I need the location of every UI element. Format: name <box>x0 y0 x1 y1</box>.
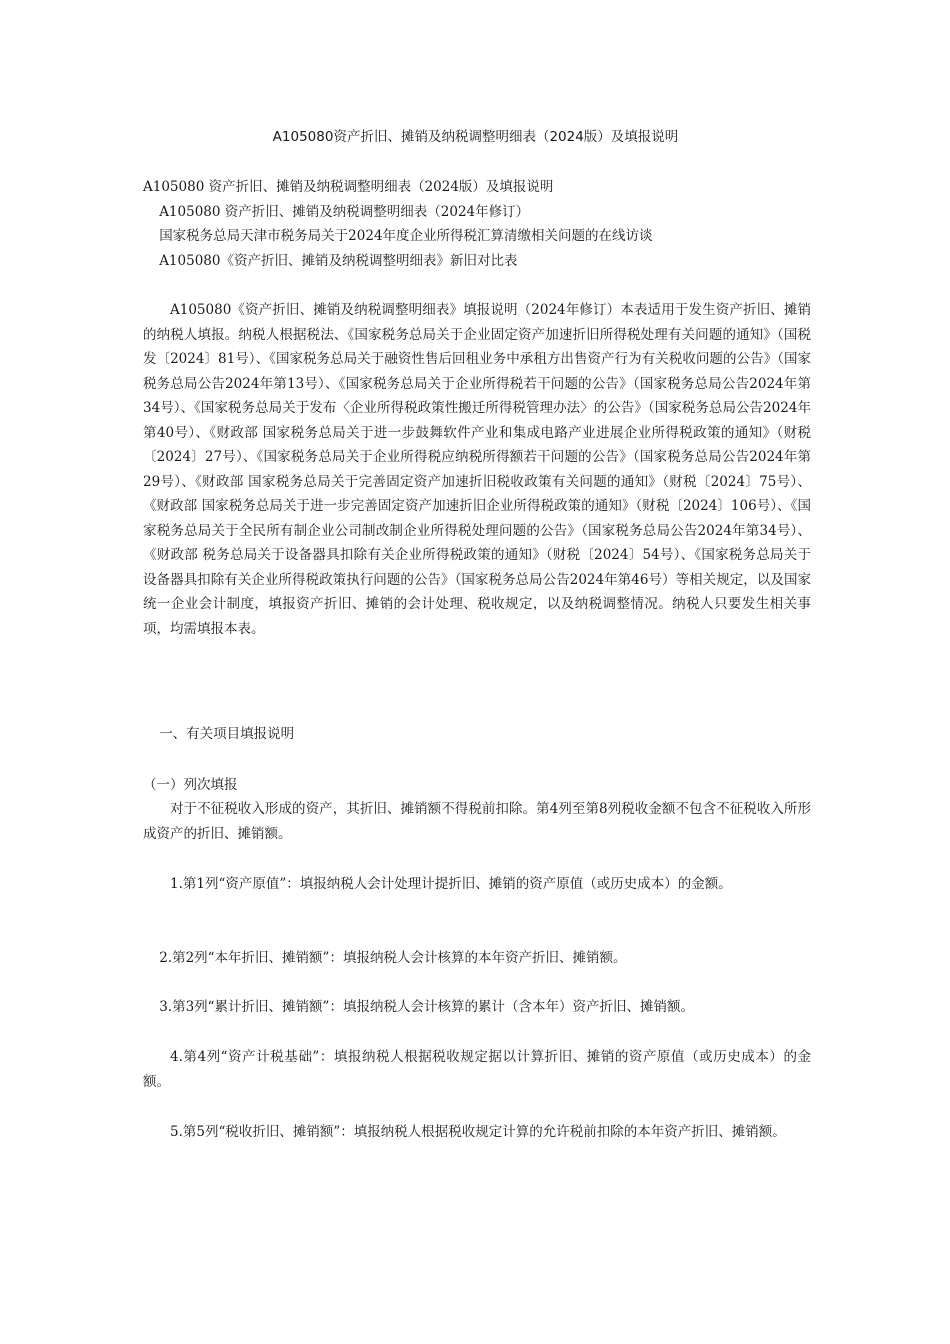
column-description: 2.第2列“本年折旧、摊销额”：填报纳税人会计核算的本年资产折旧、摊销额。 <box>159 950 627 966</box>
toc-item[interactable]: 国家税务总局天津市税务局关于2024年度企业所得税汇算清缴相关问题的在线访谈 <box>159 228 653 244</box>
subsection-1-heading: （一）列次填报 <box>143 777 238 793</box>
section-1-heading: 一、有关项目填报说明 <box>159 726 295 742</box>
toc-item[interactable]: A105080《资产折旧、摊销及纳税调整明细表》新旧对比表 <box>159 252 518 269</box>
column-description-wrap <box>143 946 811 971</box>
document-title: A105080资产折旧、摊销及纳税调整明细表（2024版）及填报说明 <box>272 129 679 145</box>
subsection-heading <box>143 773 811 798</box>
toc-item[interactable]: A105080 资产折旧、摊销及纳税调整明细表（2024年修订） <box>159 203 530 220</box>
section-heading <box>143 722 811 747</box>
column-description: 1.第1列“资产原值”：填报纳税人会计处理计提折旧、摊销的资产原值（或历史成本）的金额。 <box>170 876 732 892</box>
intro-paragraph: A105080《资产折旧、摊销及纳税调整明细表》填报说明（2024年修订）本表适用于发生资产折旧、摊销的纳税人填报。纳税人根据税法、《国家税务总局关于企业固定资产加速折旧所得税处理有关问题的通知》（国税发〔2024〕81号）、《国家税务总局关于融资性售后回租业务中承租方出售资产行为有关税收问题的公告》（国家税务总局公告2024年第13号）、《国家税务总局关于企业所得税若干问题的公告》（国家税务总局公告2024年第34号）、《国家税务总局关于发布〈企业所得税政策性搬迁所得税管理办法〉的公告》（国家税务总局公告2024年第40号）、《财政部 国家税务总局关于进一步鼓舞软件产业和集成电路产业进展企业所得税政策的通知》（财税〔2024〕27号）、《国家税务总局关于企业所得税应纳税所得额若干问题的公告》（国家税务总局公告2024年第29号）、《财政部 国家税务总局关于完善固定资产加速折旧税收政策有关问题的通知》（财税〔2024〕75号）、《财政部 国家税务总局关于进一步完善固定资产加速折旧企业所得税政策的通知》（财税〔2024〕106号）、《国家税务总局关于全民所有制企业公司制改制企业所得税处理问题的公告》（国家税务总局公告2024年第34号）、《财政部 税务总局关于设备器具扣除有关企业所得税政策的通知》（财税〔2024〕54号）、《国家税务总局关于设备器具扣除有关企业所得税政策执行问题的公告》（国家税务总局公告2024年第46号）等相关规定，以及国家统一企业会计制度，填报资产折旧、摊销的会计处理、税收规定，以及纳税调整情况。纳税人只要发生相关事项，均需填报本表。 <box>143 302 811 637</box>
table-of-contents <box>143 175 811 273</box>
column-description: 4.第4列“资产计税基础”：填报纳税人根据税收规定据以计算折旧、摊销的资产原值（或历史成本）的金额。 <box>143 1049 811 1090</box>
toc-item[interactable]: A105080 资产折旧、摊销及纳税调整明细表（2024版）及填报说明 <box>143 179 554 195</box>
column-description: 3.第3列“累计折旧、摊销额”：填报纳税人会计核算的累计（含本年）资产折旧、摊销额。 <box>159 999 694 1015</box>
subsection-note: 对于不征税收入形成的资产，其折旧、摊销额不得税前扣除。第4列至第8列税收金额不包含不征税收入所形成资产的折旧、摊销额。 <box>143 801 811 842</box>
column-description-wrap <box>143 995 811 1020</box>
column-description: 5.第5列“税收折旧、摊销额”：填报纳税人根据税收规定计算的允许税前扣除的本年资产折旧、摊销额。 <box>170 1124 786 1140</box>
